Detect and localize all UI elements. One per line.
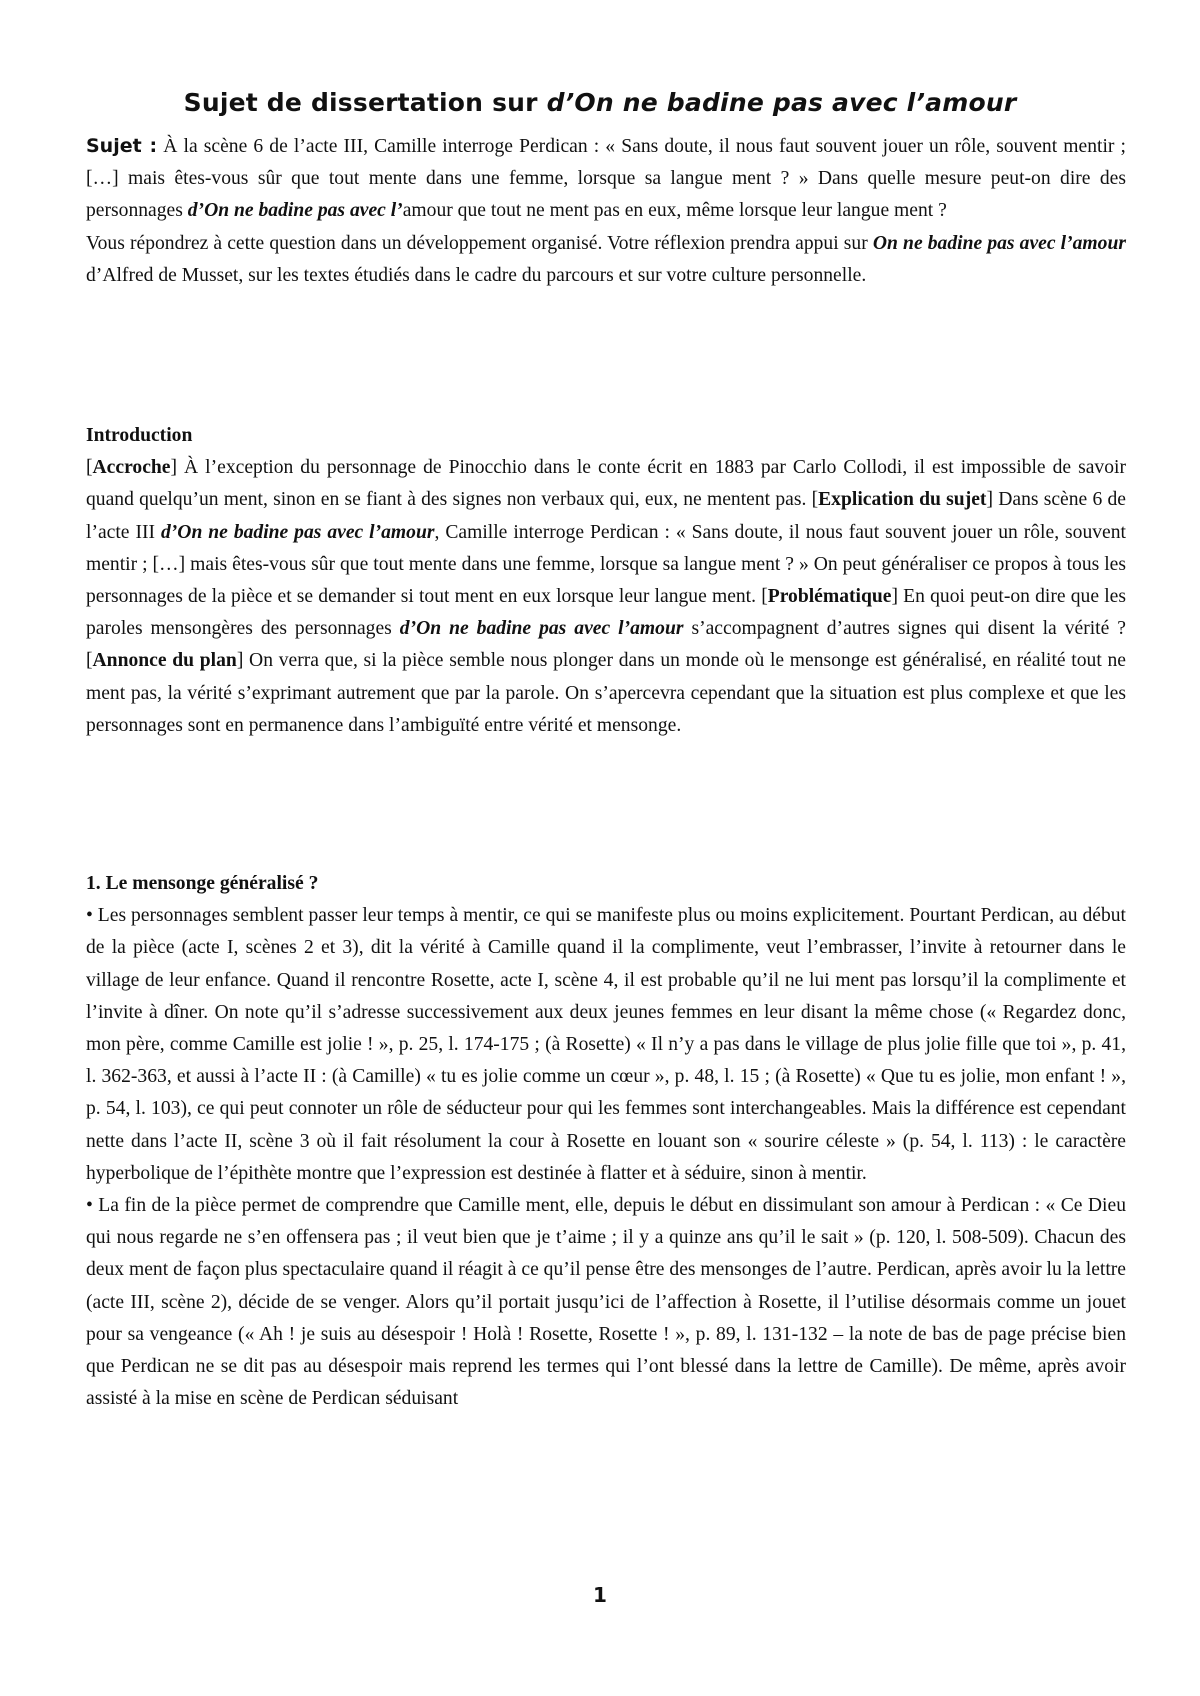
introduction-paragraph: [Accroche] À l’exception du personnage de Pinocchio dans le conte écrit en 1883 par Carlo Collodi, il est impossible de savoir quand quelqu’un ment, sinon en se fiant à des signes non verbaux qui, eux, ne mentent pas. [Explication du sujet] Dans scène 6 de l’acte III d’On ne badine pas avec l’amour, Camille interroge Perdican : « Sans doute, il nous faut souvent jouer un rôle, souvent mentir ; […] mais êtes-vous sûr que tout mente dans une femme, lorsque sa langue ment ? » On peut généraliser ce propos à tous les personnages de la pièce et se demander si tout ment en eux lorsque leur langue ment. [Problématique] En quoi peut-on dire que les paroles mensongères des personnages d’On ne badine pas avec l’amour s’accompagnent d’autres signes qui disent la vérité ? [Annonce du plan] On verra que, si la pièce semble nous plonger dans un monde où le mensonge est généralisé, en réalité tout ne ment pas, la vérité s’exprimant autrement que par la parole. On s’apercevra cependant que la situation est plus complexe et que les personnages sont en permanence dans l’ambiguïté entre vérité et mensonge. — [86, 457, 1126, 736]
instruction-text: Vous répondrez à cette question dans un développement organisé. Votre réflexion prendra appui sur — [86, 232, 873, 254]
sujet-paragraph — [86, 130, 1126, 228]
section-1 — [86, 868, 1126, 1415]
title-prefix: Sujet de dissertation sur — [183, 88, 547, 117]
introduction-heading: Introduction — [86, 425, 193, 446]
problematique-work-title: d’On ne badine pas avec l’amour — [399, 618, 684, 640]
problematique-label: Problématique — [767, 586, 892, 608]
sujet-section — [86, 130, 1126, 292]
explication-label: Explication du sujet — [818, 489, 987, 511]
problematique-text-end: s’accompagnent d’autres signes qui disent la vérité ? — [683, 618, 1126, 640]
annonce-text: On verra que, si la pièce semble nous plonger dans un monde où le mensonge est généralisé, en réalité tout ne ment pas, la vérité s’exprimant autrement que par la parole. On s’apercevra cependant que la situation est plus complexe et que les personnages sont en permanence dans l’ambiguïté entre vérité et mensonge. — [86, 650, 1126, 736]
sujet-label: Sujet : — [86, 135, 158, 157]
section-1-heading: 1. Le mensonge généralisé ? — [86, 873, 319, 894]
instruction-paragraph — [86, 228, 1126, 292]
instruction-text-end: d’Alfred de Musset, sur les textes étudiés dans le cadre du parcours et sur votre culture personnelle. — [86, 264, 867, 286]
accroche-label: Accroche — [92, 457, 171, 479]
title-work: d’On ne badine pas avec l’amour — [546, 88, 1017, 117]
sujet-text: À la scène 6 de l’acte III, Camille interroge Perdican : « Sans doute, il nous faut souvent jouer un rôle, souvent mentir ; […] mais êtes-vous sûr que tout mente dans une femme, lorsque sa langue ment ? » Dans quelle mesure peut-on dire des personnages — [86, 136, 1126, 222]
document-title — [80, 88, 1120, 117]
sujet-work-title: d’On ne badine pas avec l’ — [187, 200, 403, 222]
sujet-text-end: amour que tout ne ment pas en eux, même lorsque leur langue ment ? — [402, 200, 947, 222]
problematique-text: En quoi peut-on dire que les paroles mensongères des personnages — [86, 586, 1126, 640]
introduction-section — [86, 420, 1126, 742]
explication-text: Dans scène 6 de l’acte III — [86, 489, 1126, 543]
annonce-label: Annonce du plan — [92, 650, 237, 672]
page-number: 1 — [593, 1583, 607, 1607]
section-1-paragraph-1: • Les personnages semblent passer leur temps à mentir, ce qui se manifeste plus ou moins explicitement. Pourtant Perdican, au début de la pièce (acte I, scènes 2 et 3), dit la vérité à Camille quand il la complimente, veut l’embrasser, l’invite à retourner dans le village de leur enfance. Quand il rencontre Rosette, acte I, scène 4, il est probable qu’il ne lui ment pas lorsqu’il la complimente et l’invite à dîner. On note qu’il s’adresse successivement aux deux jeunes femmes en leur disant la même chose (« Regardez donc, mon père, comme Camille est jolie ! », p. 25, l. 174-175 ; (à Rosette) « Il n’y a pas dans le village de plus jolie fille que toi », p. 41, l. 362-363, et aussi à l’acte II : (à Camille) « tu es jolie comme un cœur », p. 48, l. 15 ; (à Rosette) « Que tu es jolie, mon enfant ! », p. 54, l. 103), ce qui peut connoter un rôle de séducteur pour qui les femmes sont interchangeables. Mais la différence est cependant nette dans l’acte II, scène 3 où il fait résolument la cour à Rosette en louant son « sourire céleste » (p. 54, l. 113) : le caractère hyperbolique de l’épithète montre que l’expression est destinée à flatter et à séduire, sinon à mentir. — [86, 905, 1126, 1184]
explication-text-end: , Camille interroge Perdican : « Sans doute, il nous faut souvent jouer un rôle, souvent mentir ; […] mais êtes-vous sûr que tout mente dans une femme, lorsque sa langue ment ? » On peut généraliser ce propos à tous les personnages de la pièce et se demander si tout ment en eux lorsque leur langue ment. — [86, 521, 1126, 608]
section-1-paragraph-2: • La fin de la pièce permet de comprendre que Camille ment, elle, depuis le début en dissimulant son amour à Perdican : « Ce Dieu qui nous regarde ne s’en offensera pas ; il veut bien que je t’aime ; il y a quinze ans qu’il le sait » (p. 120, l. 508-509). Chacun des deux ment de façon plus spectaculaire quand il réagit à ce qu’il pense être des mensonges de l’autre. Perdican, après avoir lu la lettre (acte III, scène 2), décide de se venger. Alors qu’il portait jusqu’ici de l’affection à Rosette, il l’utilise désormais comme un jouet pour sa vengeance (« Ah ! je suis au désespoir ! Holà ! Rosette, Rosette ! », p. 89, l. 131-132 – la note de bas de page précise bien que Perdican ne se dit pas au désespoir mais reprend les termes qui l’ont blessé dans la lettre de Camille). De même, après avoir assisté à la mise en scène de Perdican séduisant — [86, 1195, 1126, 1410]
instruction-work-title: On ne badine pas avec l’amour — [872, 232, 1126, 254]
explication-work-title: d’On ne badine pas avec l’amour — [160, 521, 435, 543]
accroche-text: À l’exception du personnage de Pinocchio dans le conte écrit en 1883 par Carlo Collodi, il est impossible de savoir quand quelqu’un ment, sinon en se fiant à des signes non verbaux qui, eux, ne mentent pas. — [86, 457, 1126, 511]
